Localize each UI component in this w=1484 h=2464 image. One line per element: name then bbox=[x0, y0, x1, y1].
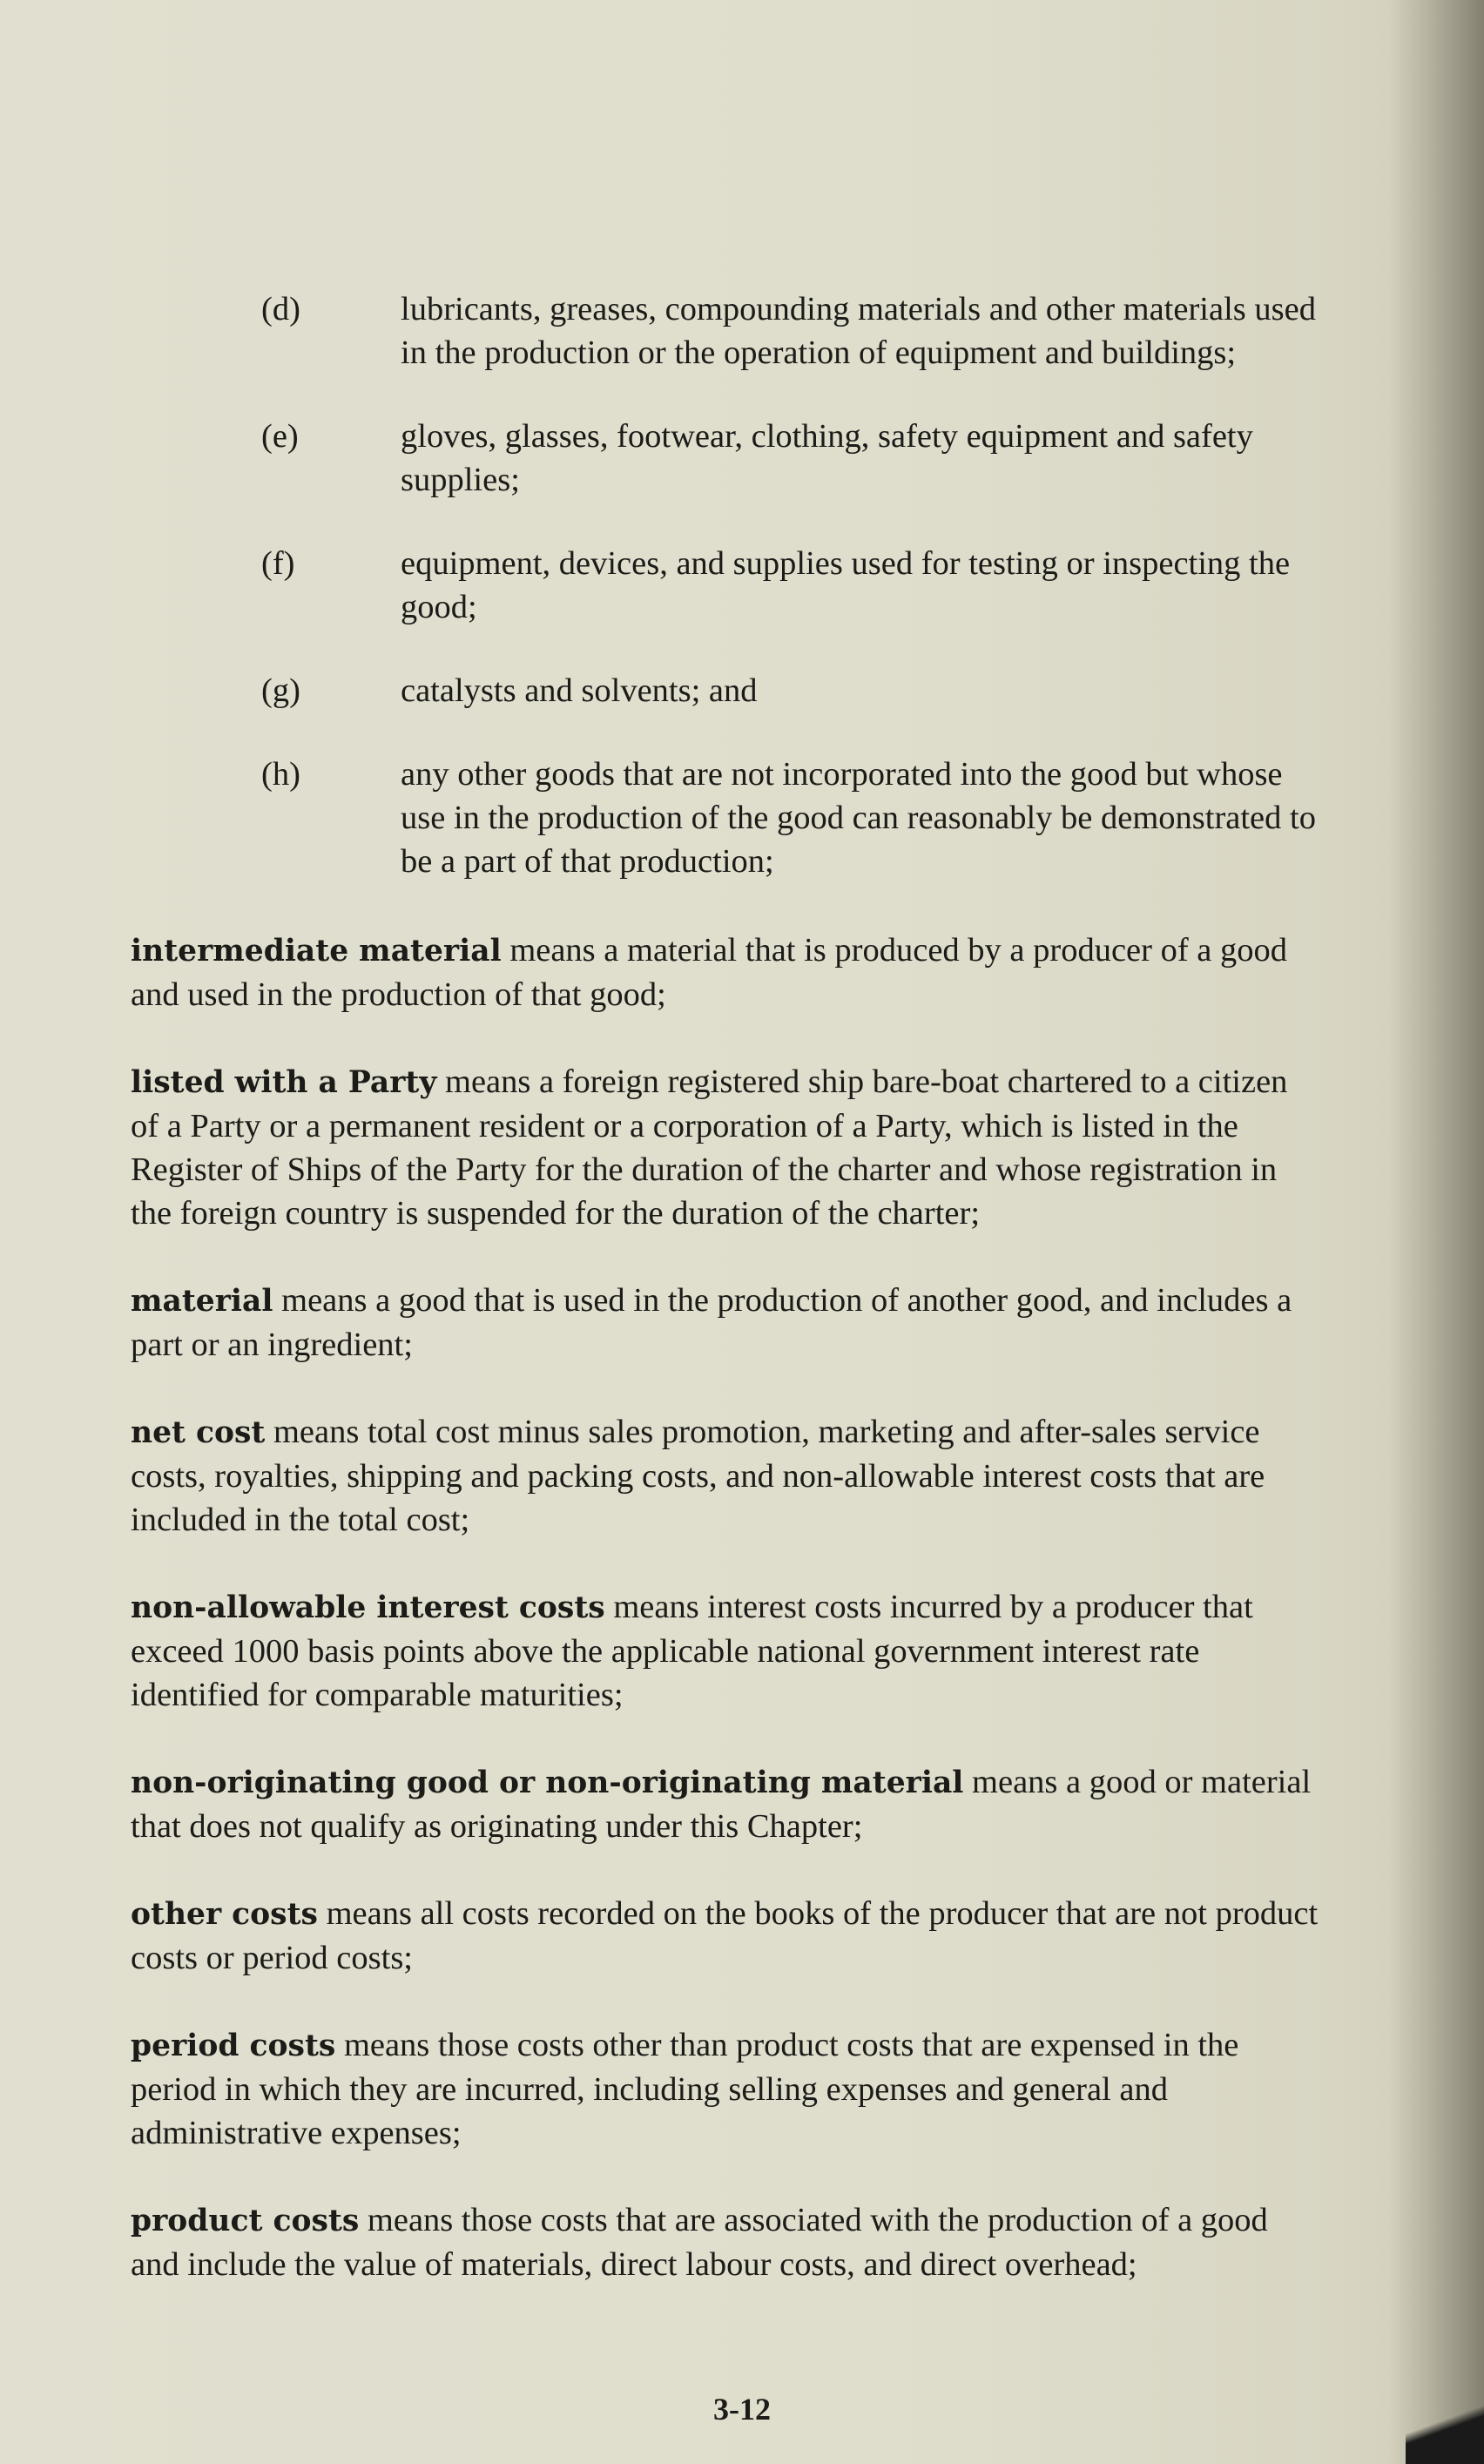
definition-text: means interest costs incurred by a producer that exceed 1000 basis points above the applicable national government interest rate identified for comparable maturities; bbox=[131, 1589, 1253, 1713]
list-item bbox=[261, 415, 1324, 502]
list-item-text: catalysts and solvents; and bbox=[401, 672, 758, 709]
definition-term: listed with a Party bbox=[131, 1065, 437, 1100]
list-item-text: lubricants, greases, compounding materials and other materials used in the production or the operation of equipment and buildings; bbox=[401, 291, 1316, 371]
list-item bbox=[261, 753, 1324, 883]
definition-text: means a foreign registered ship bare-boat chartered to a citizen of a Party or a permanent resident or a corporation of a Party, which is listed in the Register of Ships of the Party for the duration of the charter and whose registration in the foreign country is suspended for the duration of the charter; bbox=[131, 1063, 1288, 1232]
definition-term: non-originating good or non-originating material bbox=[131, 1765, 964, 1800]
definition bbox=[131, 1760, 1324, 1848]
definition-term: other costs bbox=[131, 1897, 318, 1932]
definition-text: means total cost minus sales promotion, marketing and after-sales service costs, royalties, shipping and packing costs, and non-allowable interest costs that are included in the total cost; bbox=[131, 1414, 1265, 1538]
definition-term: intermediate material bbox=[131, 934, 502, 969]
definition bbox=[131, 2023, 1324, 2155]
list-item-label: (e) bbox=[261, 418, 299, 455]
definition-text: means all costs recorded on the books of the producer that are not product costs or period costs; bbox=[131, 1895, 1319, 1976]
document-body bbox=[131, 287, 1324, 2330]
definition bbox=[131, 1585, 1324, 1717]
list-item-text: any other goods that are not incorporated into the good but whose use in the production of the good can reasonably be demonstrated to be a part of that production; bbox=[401, 756, 1316, 880]
definition-text: means a material that is produced by a producer of a good and used in the production of that good; bbox=[131, 932, 1287, 1013]
definition-term: material bbox=[131, 1284, 273, 1319]
definition-text: means a good that is used in the production of another good, and includes a part or an ingredient; bbox=[131, 1282, 1292, 1363]
definition-text: means those costs that are associated with the production of a good and include the value of materials, direct labour costs, and direct overhead; bbox=[131, 2202, 1268, 2283]
definition bbox=[131, 928, 1324, 1016]
definition-term: net cost bbox=[131, 1415, 266, 1450]
page-number: 3-12 bbox=[713, 2392, 771, 2427]
definition bbox=[131, 1279, 1324, 1367]
list-item-text: equipment, devices, and supplies used for testing or inspecting the good; bbox=[401, 545, 1291, 625]
definition-text: means those costs other than product costs that are expensed in the period in which they are incurred, including selling expenses and general and administrative expenses; bbox=[131, 2027, 1239, 2151]
definition-text: means a good or material that does not qualify as originating under this Chapter; bbox=[131, 1764, 1312, 1845]
definition bbox=[131, 2198, 1324, 2286]
book-spine-shadow bbox=[1388, 0, 1484, 2464]
list-item-text: gloves, glasses, footwear, clothing, safety equipment and safety supplies; bbox=[401, 418, 1253, 498]
list-item bbox=[261, 287, 1324, 375]
definition bbox=[131, 1060, 1324, 1235]
definition-term: non-allowable interest costs bbox=[131, 1590, 605, 1625]
list-item bbox=[261, 542, 1324, 629]
definition bbox=[131, 1410, 1324, 1542]
list-item-label: (h) bbox=[261, 756, 300, 793]
definition bbox=[131, 1892, 1324, 1980]
definition-term: period costs bbox=[131, 2029, 336, 2063]
definition-term: product costs bbox=[131, 2204, 360, 2238]
list-item-label: (f) bbox=[261, 545, 295, 582]
list-item-label: (g) bbox=[261, 672, 300, 709]
list-item bbox=[261, 669, 1324, 712]
list-item-label: (d) bbox=[261, 291, 300, 327]
